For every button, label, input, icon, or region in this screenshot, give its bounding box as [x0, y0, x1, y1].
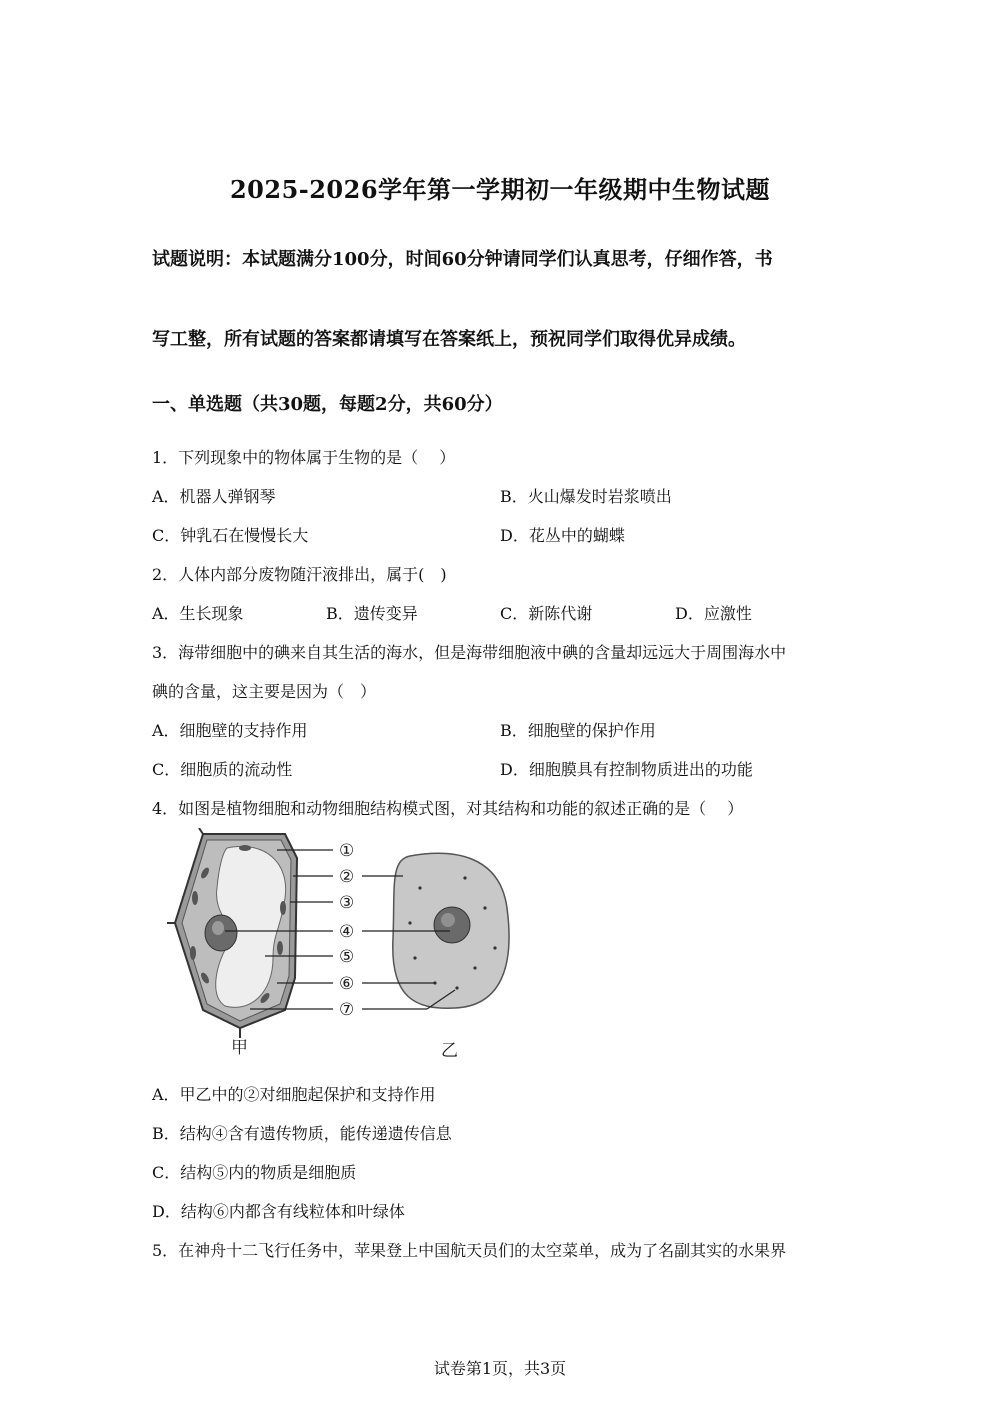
plant-cell [167, 828, 297, 1038]
question-1-stem: 1．下列现象中的物体属于生物的是（ ） [152, 448, 456, 467]
section-heading: 一、单选题（共30题，每题2分，共60分） [152, 394, 503, 415]
question-1-option-d: D．花丛中的蝴蝶 [500, 526, 625, 545]
cell-structure-figure [165, 828, 525, 1063]
question-3-stem: 3．海带细胞中的碘来自其生活的海水，但是海带细胞液中碘的含量却远远大于周围海水中 [152, 643, 787, 662]
figure-number-7: ⑦ [339, 1000, 355, 1020]
question-4-option-c: C．结构⑤内的物质是细胞质 [152, 1163, 357, 1182]
question-2-option-a: A．生长现象 [152, 604, 244, 623]
figure-label-jia: 甲 [231, 1038, 248, 1058]
question-5-stem: 5．在神舟十二飞行任务中，苹果登上中国航天员们的太空菜单，成为了名副其实的水果界 [152, 1241, 787, 1260]
question-3-option-d: D．细胞膜具有控制物质进出的功能 [500, 760, 753, 779]
question-4-stem: 4．如图是植物细胞和动物细胞结构模式图，对其结构和功能的叙述正确的是（ ） [152, 799, 744, 818]
question-1-option-b: B．火山爆发时岩浆喷出 [500, 487, 672, 506]
figure-number-6: ⑥ [339, 974, 355, 994]
figure-label-yi: 乙 [441, 1041, 458, 1061]
question-4-option-d: D．结构⑥内都含有线粒体和叶绿体 [152, 1202, 405, 1221]
question-2-option-d: D．应激性 [675, 604, 752, 623]
question-3-stem-cont: 碘的含量，这主要是因为（ ） [152, 682, 377, 701]
question-2-option-b: B．遗传变异 [326, 604, 418, 623]
intro-line-2: 写工整，所有试题的答案都请填写在答案纸上，预祝同学们取得优异成绩。 [152, 329, 746, 350]
question-4-option-a: A．甲乙中的②对细胞起保护和支持作用 [152, 1085, 436, 1104]
question-3-option-b: B．细胞壁的保护作用 [500, 721, 656, 740]
figure-number-2: ② [339, 867, 355, 887]
question-2-stem: 2．人体内部分废物随汗液排出，属于( ) [152, 565, 447, 584]
question-3-option-a: A．细胞壁的支持作用 [152, 721, 308, 740]
figure-number-5: ⑤ [339, 947, 355, 967]
page-footer: 试卷第1页，共3页 [433, 1359, 567, 1378]
page-title: 2025-2026学年第一学期初一年级期中生物试题 [229, 175, 771, 204]
figure-number-4: ④ [339, 922, 355, 942]
figure-number-1: ① [339, 841, 355, 861]
question-2-option-c: C．新陈代谢 [500, 604, 593, 623]
intro-line-1: 试题说明：本试题满分100分，时间60分钟请同学们认真思考，仔细作答，书 [152, 249, 773, 270]
question-1-option-c: C．钟乳石在慢慢长大 [152, 526, 309, 545]
question-1-option-a: A．机器人弹钢琴 [152, 487, 276, 506]
question-3-option-c: C．细胞质的流动性 [152, 760, 293, 779]
question-4-option-b: B．结构④含有遗传物质，能传递遗传信息 [152, 1124, 452, 1143]
figure-number-3: ③ [339, 893, 355, 913]
